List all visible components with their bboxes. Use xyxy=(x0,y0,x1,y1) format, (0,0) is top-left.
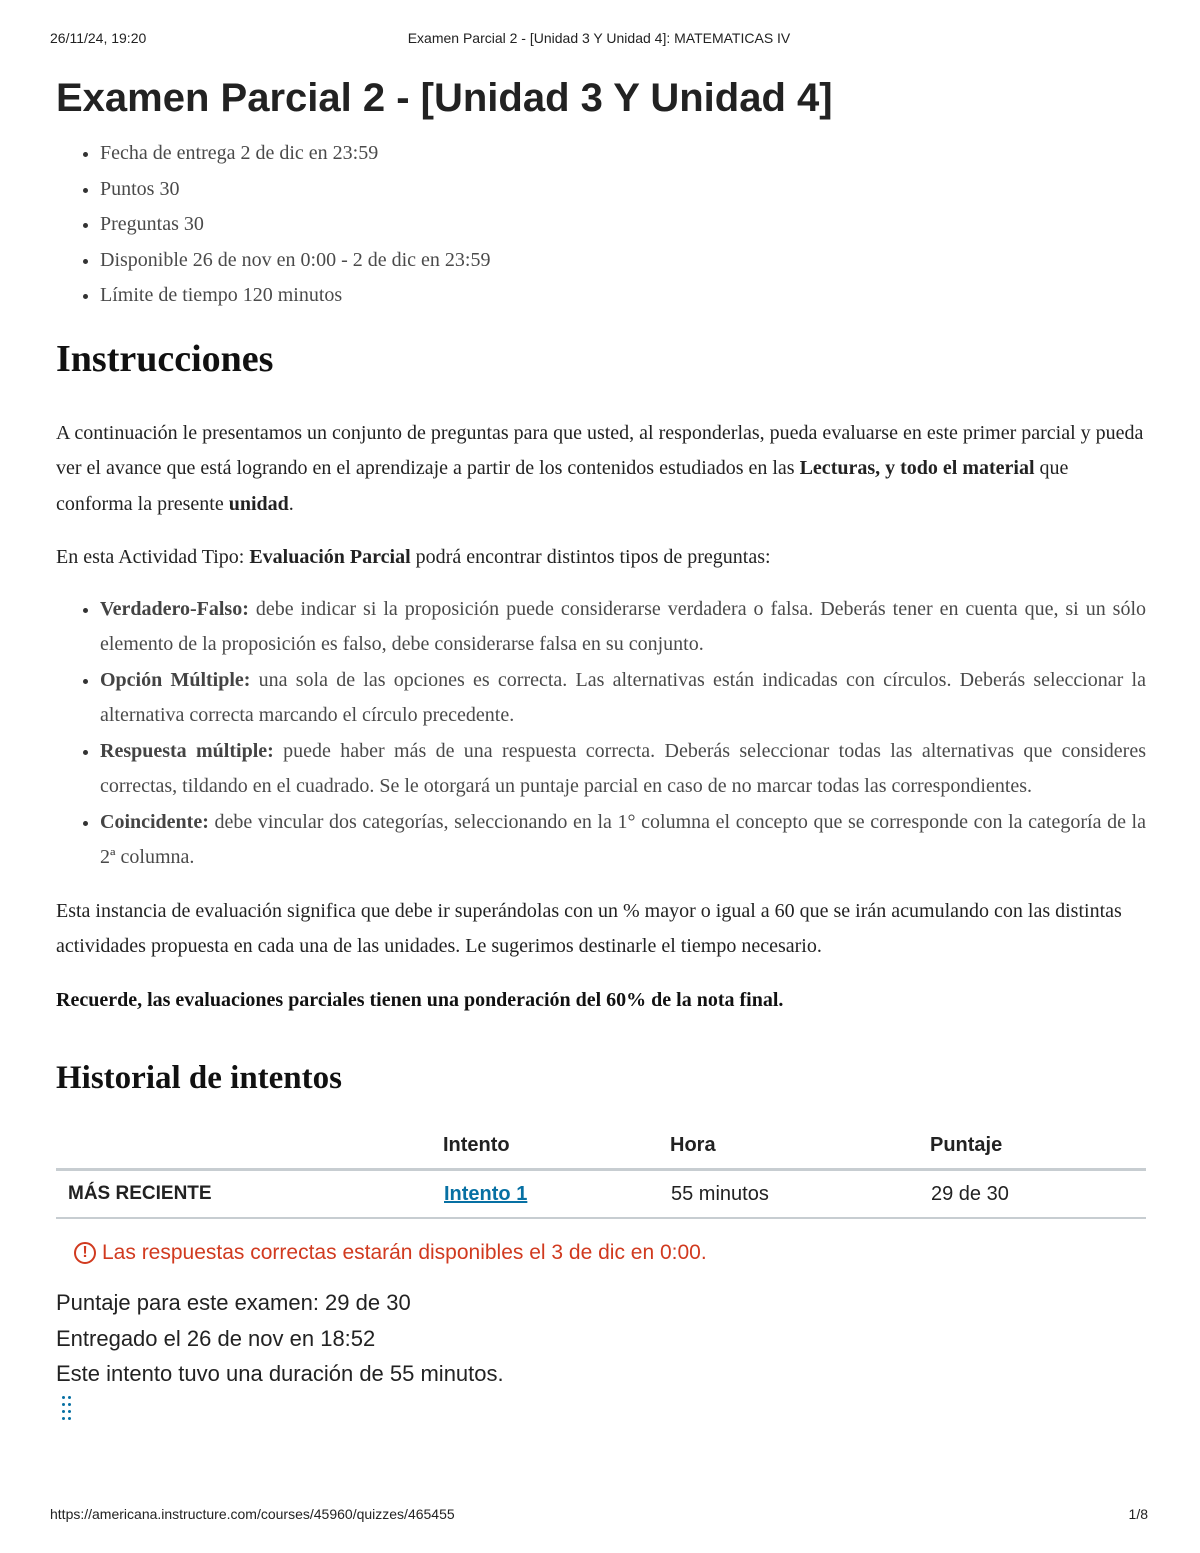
duration-summary: Este intento tuvo una duración de 55 minutos. xyxy=(56,1361,504,1386)
question-type-desc: una sola de las opciones es correcta. Las alternativas están indicadas con círculos. Deberás seleccionar la alternativa correcta marcando el círculo precedente. xyxy=(100,668,1146,726)
detail-points: • Puntos 30 xyxy=(100,172,1146,208)
intro-text-1: A continuación le presentamos un conjunto de preguntas para que usted, al responderlas, pueda evaluarse en este primer parcial y pueda ver el avance que está logrando en el aprendizaje a partir de los contenidos estudiados en las xyxy=(56,421,1144,479)
detail-due-date: • Fecha de entrega 2 de dic en 23:59 xyxy=(100,136,1146,172)
question-type-name: Respuesta múltiple: xyxy=(100,739,274,762)
intro-text-2: que conforma la presente xyxy=(56,457,1069,515)
column-header-time: Hora xyxy=(670,1122,930,1170)
question-type-item xyxy=(100,663,1146,734)
column-header xyxy=(56,1122,443,1170)
column-header-score: Puntaje xyxy=(930,1122,1146,1170)
print-header xyxy=(50,30,1148,50)
detail-questions: • Preguntas 30 xyxy=(100,207,1146,243)
print-footer xyxy=(50,1506,1148,1526)
types-intro-text-1: En esta Actividad Tipo: xyxy=(56,546,250,568)
page-title: Examen Parcial 2 - [Unidad 3 Y Unidad 4] xyxy=(56,76,833,120)
attempt-summary xyxy=(56,1285,1146,1392)
question-type-desc: debe vincular dos categorías, seleccionando en la 1° columna el concepto que se corresponde con la categoría de la 2ª columna. xyxy=(100,810,1146,868)
types-intro-text-2: podrá encontrar distintos tipos de preguntas: xyxy=(410,546,771,568)
question-type-desc: puede haber más de una respuesta correcta. Deberás seleccionar todas las alternativas que consideres correctas, tildando en el cuadrado. Se le otorgará un puntaje parcial en caso de no marcar todas las correspondientes. xyxy=(100,739,1146,797)
drag-handle-icon[interactable] xyxy=(62,1396,76,1420)
instructions-intro xyxy=(56,416,1146,523)
score-cell: 29 de 30 xyxy=(930,1170,1146,1219)
answers-notice xyxy=(74,1241,1146,1265)
types-intro-bold: Evaluación Parcial xyxy=(249,546,411,568)
intro-bold-2: unidad xyxy=(228,492,289,515)
instructions-heading: Instrucciones xyxy=(56,337,274,380)
question-type-item xyxy=(100,734,1146,805)
threshold-text: Esta instancia de evaluación significa que debe ir superándolas con un % mayor o igual a 60 que se irán acumulando con las distintas actividades propuesta en cada una de las unidades. Le sugerimos destinarle el tiempo necesario. xyxy=(56,899,1122,957)
print-doc-title: Examen Parcial 2 - [Unidad 3 Y Unidad 4]: MATEMATICAS IV xyxy=(407,30,791,46)
attempt-cell xyxy=(443,1170,670,1219)
detail-time-limit: • Límite de tiempo 120 minutos xyxy=(100,278,1146,314)
types-intro xyxy=(56,540,1146,576)
warning-circle-icon: ! xyxy=(74,1242,96,1264)
attempts-table xyxy=(56,1122,1146,1219)
notice-text: Las respuestas correctas estarán disponibles el 3 de dic en 0:00. xyxy=(102,1241,707,1264)
detail-available: • Disponible 26 de nov en 0:00 - 2 de dic en 23:59 xyxy=(100,243,1146,279)
most-recent-label: MÁS RECIENTE xyxy=(56,1170,443,1219)
question-type-item xyxy=(100,592,1146,663)
table-row xyxy=(56,1170,1146,1219)
question-type-name: Coincidente: xyxy=(100,810,209,833)
print-page-number: 1/8 xyxy=(1128,1506,1148,1522)
print-url: https://americana.instructure.com/courses/45960/quizzes/465455 xyxy=(50,1506,455,1522)
quiz-content xyxy=(56,72,1146,1420)
time-cell: 55 minutos xyxy=(670,1170,930,1219)
intro-bold-1: Lecturas, y todo el material xyxy=(799,457,1035,479)
question-type-item xyxy=(100,805,1146,876)
question-type-name: Opción Múltiple: xyxy=(100,668,251,691)
column-header-attempt: Intento xyxy=(443,1122,670,1170)
question-type-desc: debe indicar si la proposición puede considerarse verdadera o falsa. Deberás tener en cuenta que, si un sólo elemento de la proposición es falso, debe considerarse falsa en su conjunto. xyxy=(100,597,1146,655)
reminder-text: Recuerde, las evaluaciones parciales tienen una ponderación del 60% de la nota final. xyxy=(56,988,784,1011)
question-types-list xyxy=(56,592,1146,876)
intro-text-3: . xyxy=(288,492,294,515)
print-date: 26/11/24, 19:20 xyxy=(50,30,147,46)
question-type-name: Verdadero-Falso: xyxy=(100,597,249,620)
submitted-summary: Entregado el 26 de nov en 18:52 xyxy=(56,1325,376,1351)
quiz-details-list xyxy=(56,136,1146,314)
table-header-row xyxy=(56,1122,1146,1170)
attempt-link[interactable]: Intento 1 xyxy=(444,1182,528,1205)
history-heading: Historial de intentos xyxy=(56,1060,342,1096)
score-summary: Puntaje para este examen: 29 de 30 xyxy=(56,1290,411,1315)
